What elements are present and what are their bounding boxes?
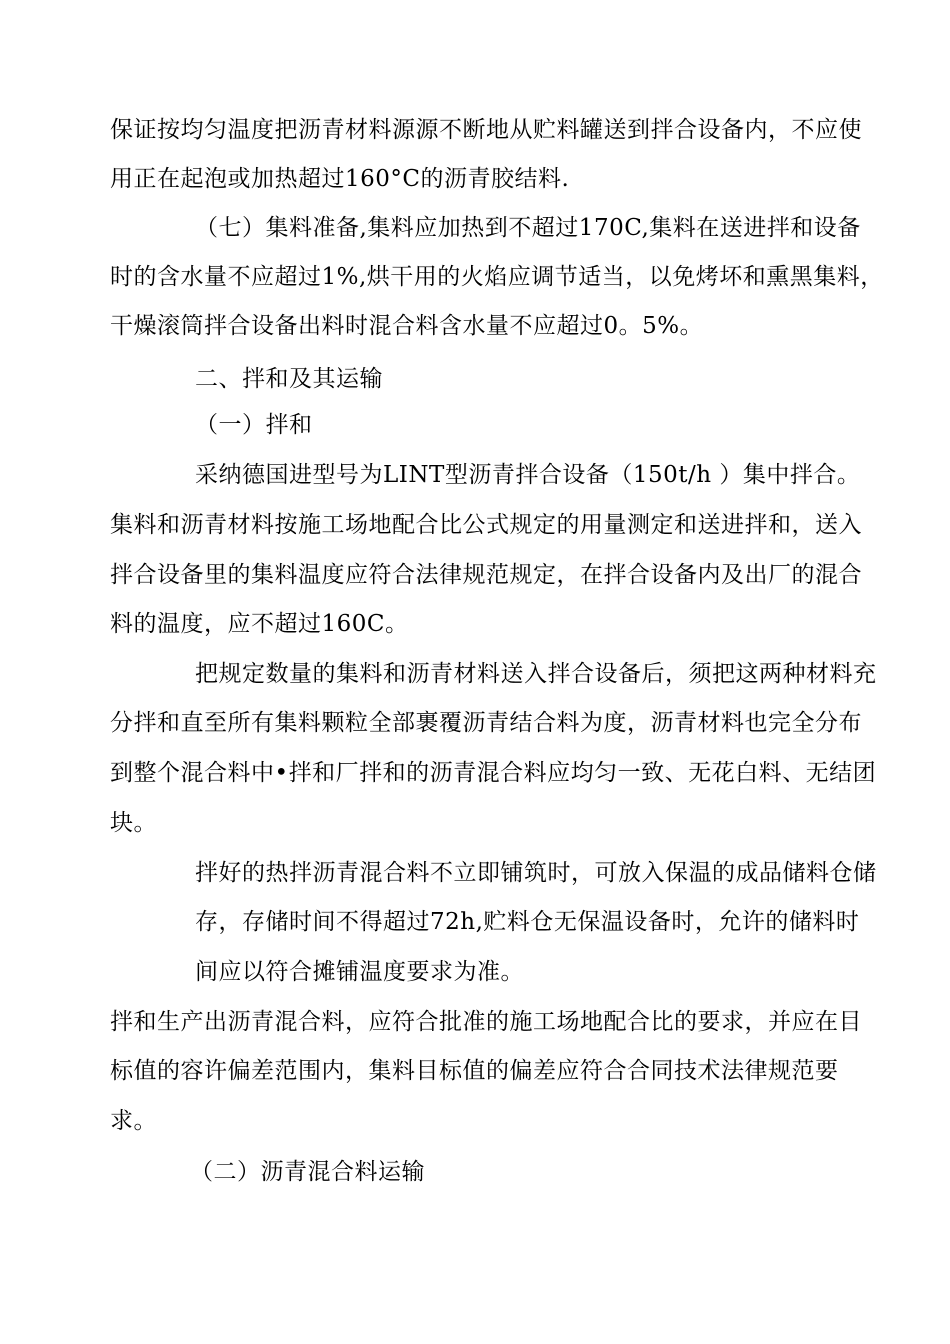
text-line: 料的温度，应不超过160C。 bbox=[110, 611, 409, 637]
text-line: 拌好的热拌沥青混合料不立即铺筑时，可放入保温的成品储料仓储 bbox=[195, 860, 877, 886]
text-line: 采纳德国进型号为LINT型沥青拌合设备（150t/h ）集中拌合。 bbox=[195, 462, 861, 488]
text-line: 把规定数量的集料和沥青材料送入拌合设备后，须把这两种材料充 bbox=[195, 661, 877, 687]
heading-text: （二）沥青混合料运输 bbox=[190, 1159, 425, 1185]
text-line: 存，存储时间不得超过72h,贮料仓无保温设备时，允许的储料时 bbox=[195, 909, 860, 935]
text-line: 保证按均匀温度把沥青材料源源不断地从贮料罐送到拌合设备内，不应使 bbox=[110, 117, 862, 143]
heading-text: 二、拌和及其运输 bbox=[195, 366, 383, 392]
text-line: 拌合设备里的集料温度应符合法律规范规定，在拌合设备内及出厂的混合 bbox=[110, 562, 862, 588]
text-line: 用正在起泡或加热超过160°C的沥青胶结料. bbox=[110, 166, 570, 192]
text-line: 拌和生产出沥青混合料，应符合批准的施工场地配合比的要求，并应在目 bbox=[110, 1009, 862, 1035]
text-line: 标值的容许偏差范围内，集料目标值的偏差应符合合同技术法律规范要 bbox=[110, 1058, 839, 1084]
text-line: 求。 bbox=[110, 1108, 157, 1134]
text-line: 集料和沥青材料按施工场地配合比公式规定的用量测定和送进拌和，送入 bbox=[110, 512, 862, 538]
text-line: 间应以符合摊铺温度要求为准。 bbox=[195, 959, 524, 985]
text-line: 到整个混合料中•拌和厂拌和的沥青混合料应均匀一致、无花白料、无结团 bbox=[110, 760, 877, 786]
text-line: 块。 bbox=[110, 810, 157, 836]
text-line: 时的含水量不应超过1%,烘干用的火焰应调节适当，以免烤坏和熏黑集料， bbox=[110, 264, 884, 290]
heading-text: （一）拌和 bbox=[195, 412, 313, 438]
text-line: 干燥滚筒拌合设备出料时混合料含水量不应超过0。5%。 bbox=[110, 313, 704, 339]
text-line: 分拌和直至所有集料颗粒全部裹覆沥青结合料为度，沥青材料也完全分布 bbox=[110, 710, 862, 736]
text-line: （七）集料准备,集料应加热到不超过170C,集料在送进拌和设备 bbox=[195, 215, 861, 241]
